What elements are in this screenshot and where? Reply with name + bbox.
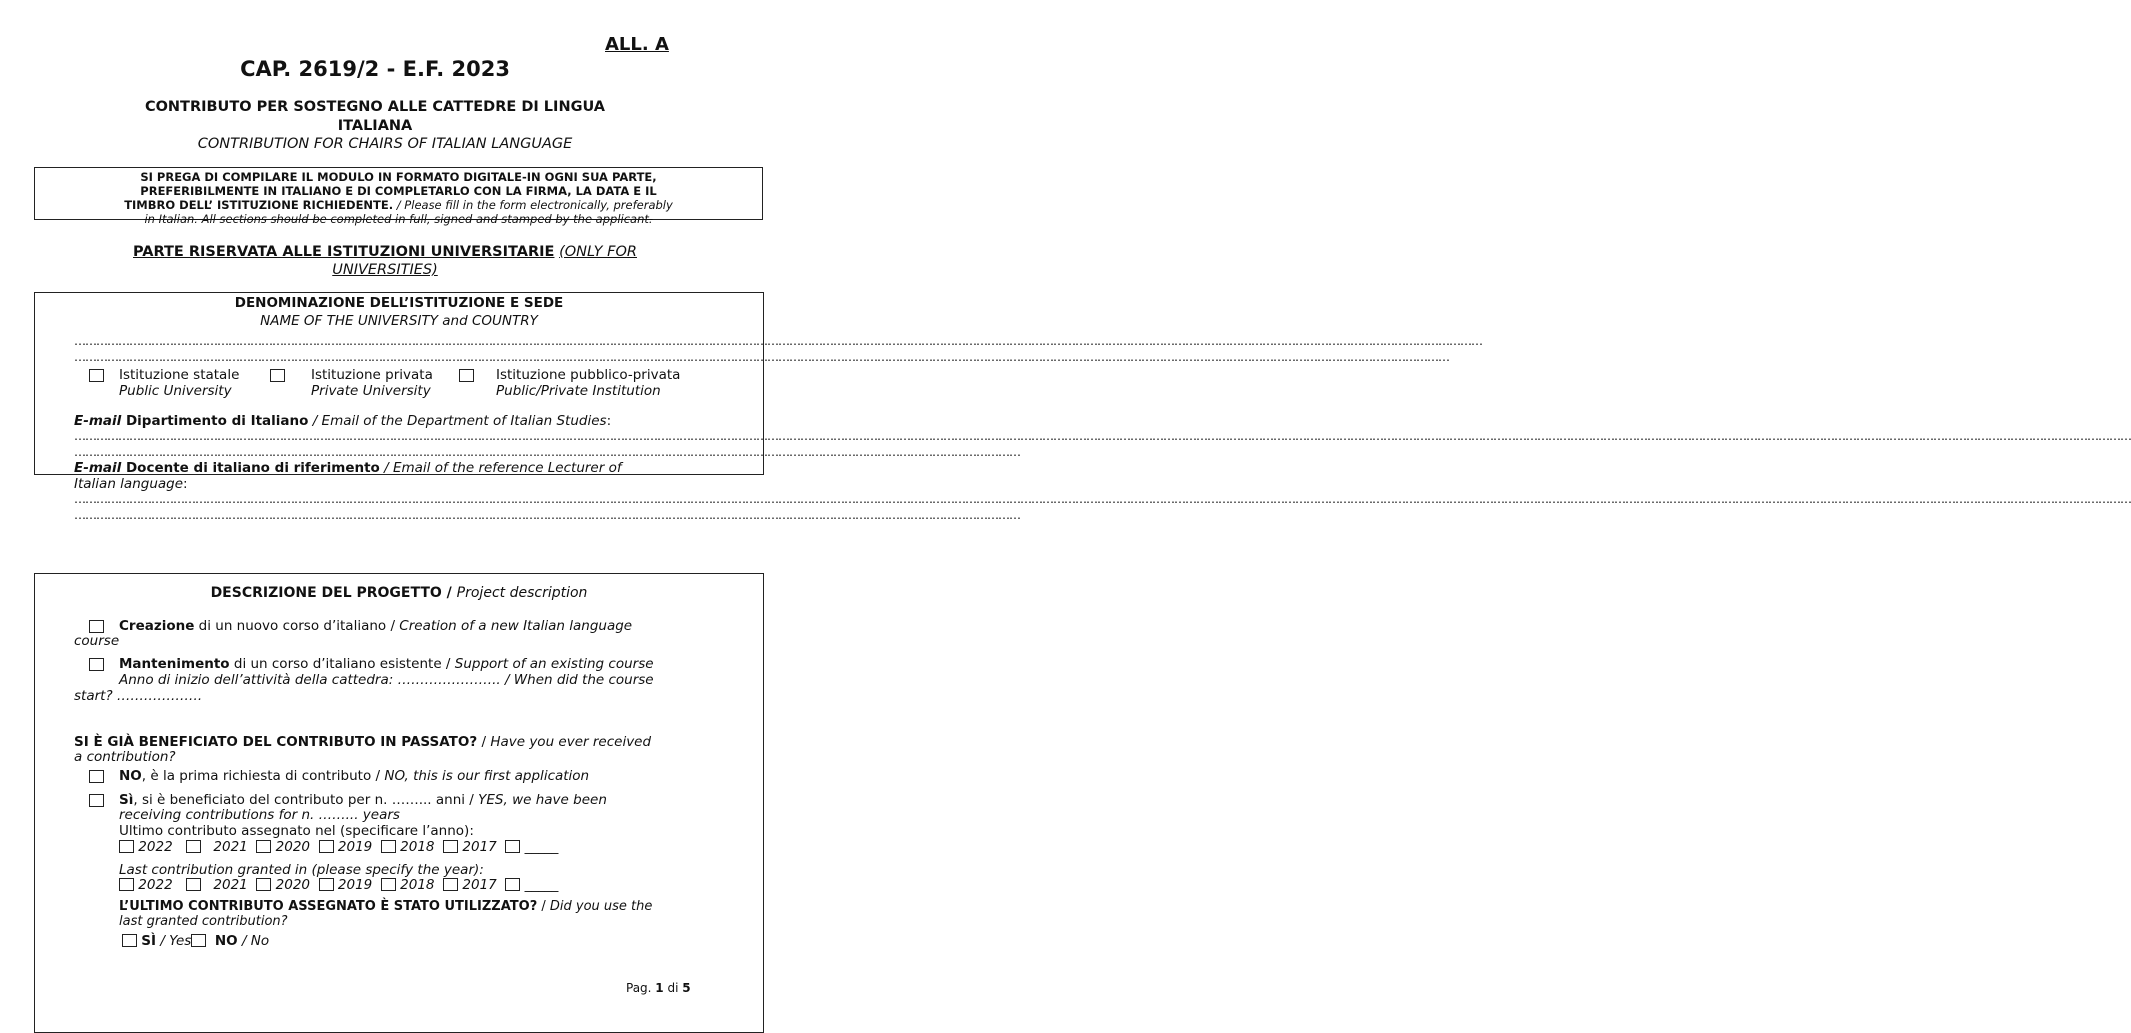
dept-email-label-en: / Email of the Department of Italian Studies [308, 413, 607, 429]
mixed-institution-label: Istituzione pubblico-privata [496, 367, 681, 383]
year-other-checkbox-it[interactable] [505, 840, 520, 853]
support-label-en: Support of an existing course [454, 656, 654, 672]
year-options-en [119, 877, 558, 893]
no-label-it: , è la prima richiesta di contributo / [141, 768, 385, 784]
used-no-checkbox[interactable] [191, 934, 206, 947]
yes-received-label [119, 792, 607, 808]
dept-email-field-1[interactable]: ………………………………………………………………………………………………………………………………………………………………………………………………………………………………………………………………………………………………………………………………………………………………………………………………………………………………………………………………………………………………………………… [74, 429, 2131, 443]
support-label-it: di un corso d’italiano esistente / [229, 656, 455, 672]
used-no-label-bold: NO [214, 933, 238, 949]
year-2022-label-it: 2022 [138, 839, 173, 855]
instructions-line2: PREFERIBILMENTE IN ITALIANO E DI COMPLETARLO CON LA FIRMA, LA DATA E IL [140, 184, 657, 198]
year-2019-label-en: 2019 [337, 877, 373, 893]
lecturer-email-label [74, 460, 622, 476]
project-heading-it: DESCRIZIONE DEL PROGETTO / [210, 585, 457, 601]
reserved-title-it: PARTE RISERVATA ALLE ISTITUZIONI UNIVERSITARIE [133, 244, 555, 260]
state-university-label: Istituzione statale [119, 367, 240, 383]
no-first-application-checkbox[interactable] [89, 770, 104, 783]
used-yes-label: / Yes [156, 933, 192, 949]
year-2021-label-en: 2021 [213, 877, 248, 893]
year-2020-label-it: 2020 [275, 839, 311, 855]
past-question-sep: / [477, 734, 491, 750]
past-question-en: Have you ever received [490, 734, 652, 750]
lecturer-email-field-2[interactable]: …………………………………………………………………………………………………………………………………………………………………………………………………………………………………… [74, 508, 1020, 522]
instructions-line3-en: / Please fill in the form electronically, preferably [393, 198, 673, 212]
year-2020-checkbox-it[interactable] [256, 840, 271, 853]
used-question-it: L’ULTIMO CONTRIBUTO ASSEGNATO È STATO UTILIZZATO? [119, 899, 538, 914]
instructions-line3 [34, 198, 763, 212]
year-2018-label-it: 2018 [400, 839, 435, 855]
lecturer-email-label-email: E-mail [74, 460, 122, 476]
yes-received-checkbox[interactable] [89, 794, 104, 807]
title-it-line2: ITALIANA [337, 118, 413, 134]
reserved-title-en: (ONLY FOR [559, 244, 637, 260]
lecturer-email-colon: : [183, 476, 188, 492]
page-number [626, 981, 691, 995]
yes-received-label-line2: receiving contributions for n. ……... years [119, 807, 400, 823]
creation-label-line2: course [74, 633, 120, 649]
year-2018-checkbox-it[interactable] [381, 840, 396, 853]
dept-email-label-email: E-mail [74, 413, 122, 429]
private-university-label-en: Private University [311, 383, 431, 399]
state-university-label-en: Public University [119, 383, 232, 399]
private-university-label: Istituzione privata [311, 367, 433, 383]
mixed-institution-label-en: Public/Private Institution [496, 383, 661, 399]
year-other-checkbox-en[interactable] [505, 878, 520, 891]
year-2019-checkbox-en[interactable] [319, 878, 334, 891]
year-2022-checkbox-en[interactable] [119, 878, 134, 891]
year-2022-checkbox-it[interactable] [119, 840, 134, 853]
year-2021-checkbox-en[interactable] [186, 878, 201, 891]
year-2019-checkbox-it[interactable] [319, 840, 334, 853]
creation-label-bold: Creazione [119, 618, 195, 634]
chapter-title: CAP. 2619/2 - E.F. 2023 [240, 57, 510, 81]
year-options-it [119, 839, 558, 855]
year-2017-label-it: 2017 [462, 839, 497, 855]
dept-email-field-2[interactable]: …………………………………………………………………………………………………………………………………………………………………………………………………………………………………… [74, 445, 1020, 459]
last-contribution-en-label: Last contribution granted in (please specify the year): [119, 862, 484, 878]
institution-heading: DENOMINAZIONE DELL’ISTITUZIONE E SEDE [234, 295, 564, 311]
last-contribution-it-label: Ultimo contributo assegnato nel (specificare l’anno): [119, 823, 474, 839]
yes-label-en: YES, we have been [478, 792, 607, 808]
reserved-title-en2: UNIVERSITIES) [332, 262, 438, 278]
page-prefix: Pag. [626, 981, 656, 995]
lecturer-email-label-it: Docente di italiano di riferimento [121, 460, 380, 476]
dept-email-label-it: Dipartimento di Italiano [121, 413, 309, 429]
creation-checkbox[interactable] [89, 620, 104, 633]
used-no-label: / No [237, 933, 270, 949]
page-total: 5 [682, 981, 691, 995]
dept-email-colon: : [606, 413, 612, 429]
institution-name-field-1[interactable]: …………………………………………………………………………………………………………………………………………………………………………………………………………………………………………………………………………………………………………………………………………………… [74, 334, 1482, 348]
year-2022-label-en: 2022 [138, 877, 173, 893]
no-label-bold: NO [119, 768, 142, 784]
lecturer-email-label-en2: Italian language [74, 476, 184, 492]
state-university-checkbox[interactable] [89, 369, 104, 382]
creation-label-en: Creation of a new Italian language [399, 618, 633, 634]
instructions-line4: in Italian. All sections should be completed in full, signed and stamped by the applicant. [144, 212, 653, 226]
past-contribution-question [74, 734, 651, 750]
lecturer-email-label-en: / Email of the reference Lecturer of [379, 460, 622, 476]
year-2017-checkbox-it[interactable] [443, 840, 458, 853]
used-contribution-question [119, 899, 652, 914]
page-of: di [663, 981, 683, 995]
institution-subheading: NAME OF THE UNIVERSITY and COUNTRY [260, 313, 538, 329]
year-2018-checkbox-en[interactable] [381, 878, 396, 891]
yes-label-it: , si è beneficiato del contributo per n. ……... anni / [133, 792, 479, 808]
project-heading-en: Project description [456, 585, 588, 601]
year-2021-checkbox-it[interactable] [186, 840, 201, 853]
lecturer-email-label-line2 [74, 476, 188, 492]
year-other-blank-it[interactable]: _____ [524, 839, 559, 855]
year-2019-label-it: 2019 [337, 839, 373, 855]
instructions-line3-bold: TIMBRO DELL’ ISTITUZIONE RICHIEDENTE. [124, 198, 394, 212]
support-label-bold: Mantenimento [119, 656, 230, 672]
used-question-sep: / [537, 899, 550, 914]
start-year-line2: start? ………………. [74, 688, 203, 704]
year-2020-label-en: 2020 [275, 877, 311, 893]
title-en: CONTRIBUTION FOR CHAIRS OF ITALIAN LANGUAGE [197, 136, 573, 152]
year-2017-label-en: 2017 [462, 877, 497, 893]
lecturer-email-field-1[interactable]: ………………………………………………………………………………………………………………………………………………………………………………………………………………………………………………………………………………………………………………………………………………………………………………………………………………………………………………………………………………………………………………… [74, 492, 2131, 506]
support-label [119, 656, 654, 672]
used-question-en: Did you use the [549, 899, 653, 914]
instructions-line1: SI PREGA DI COMPILARE IL MODULO IN FORMATO DIGITALE-IN OGNI SUA PARTE, [140, 170, 657, 184]
private-university-checkbox[interactable] [270, 369, 285, 382]
year-2018-label-en: 2018 [400, 877, 435, 893]
no-first-application-label [119, 768, 589, 784]
start-year-line1: Anno di inizio dell’attività della cattedra: ………………….. / When did the course [119, 672, 654, 688]
dept-email-label [74, 413, 611, 429]
institution-name-field-2[interactable]: …………………………………………………………………………………………………………………………………………………………………………………………………………………………………………………………………………………………………………………………………………… [74, 350, 1449, 364]
past-question-it: SI È GIÀ BENEFICIATO DEL CONTRIBUTO IN PASSATO? [74, 734, 478, 750]
no-label-en: NO, this is our first application [384, 768, 590, 784]
mixed-institution-checkbox[interactable] [459, 369, 474, 382]
creation-label-it: di un nuovo corso d’italiano / [194, 618, 400, 634]
creation-label [119, 618, 632, 634]
year-other-blank-en[interactable]: _____ [524, 877, 559, 893]
year-2017-checkbox-en[interactable] [443, 878, 458, 891]
yes-label-bold: Sì [119, 792, 134, 808]
title-it-line1: CONTRIBUTO PER SOSTEGNO ALLE CATTEDRE DI LINGUA [144, 99, 606, 115]
year-2020-checkbox-en[interactable] [256, 878, 271, 891]
used-contribution-question-line2: last granted contribution? [119, 914, 288, 929]
annex-label: ALL. A [605, 34, 669, 55]
year-2021-label-it: 2021 [213, 839, 248, 855]
reserved-title [60, 243, 710, 279]
page-current: 1 [655, 981, 664, 995]
past-contribution-question-line2: a contribution? [74, 749, 176, 765]
used-yes-label-bold: SÌ [141, 933, 157, 949]
support-checkbox[interactable] [89, 658, 104, 671]
used-yes-checkbox[interactable] [122, 934, 137, 947]
used-contribution-options [122, 933, 269, 949]
project-heading [34, 585, 764, 601]
